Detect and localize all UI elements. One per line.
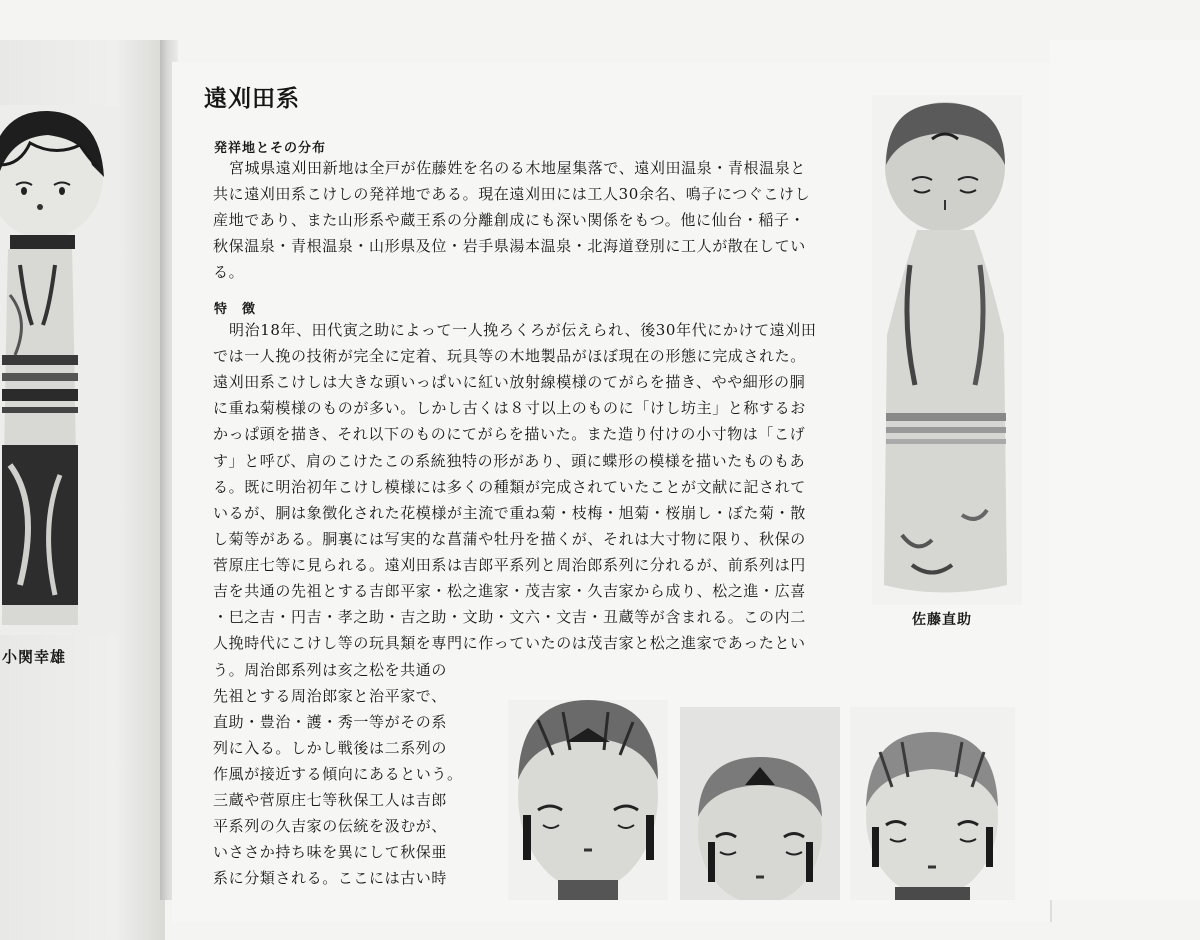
text-line-short: いささか持ち味を異にして秋保亜 <box>213 843 448 861</box>
text-line-short: 直助・豊治・護・秀一等がその系 <box>213 713 448 731</box>
bottom-photo-3 <box>850 707 1015 900</box>
text-line-short: 系に分類される。ここには古い時 <box>213 869 448 887</box>
text-line-short: 作風が接近する傾向にあるという。 <box>213 765 463 783</box>
kokeshi-head-2 <box>680 707 840 900</box>
text-line: す」と呼び、肩のこけたこの系統独特の形があり、頭に蝶形の模様を描いたものもあ <box>213 452 806 470</box>
text-line: し菊等がある。胴裏には写実的な菖蒲や牡丹を描くが、それは大寸物に限り、秋保の <box>213 530 806 548</box>
text-line: 吉を共通の先祖とする吉郎平家・松之進家・茂吉家・久吉家から成り、松之進・広喜 <box>213 582 806 600</box>
left-kokeshi-photo <box>0 105 120 635</box>
text-line: 秋保温泉・青根温泉・山形県及位・岩手県湯本温泉・北海道登別に工人が散在してい <box>213 237 806 255</box>
text-line: 共に遠刈田系こけしの発祥地である。現在遠刈田には工人30余名、鳴子につぐこけし <box>213 185 811 203</box>
kokeshi-head-3 <box>850 707 1015 900</box>
text-line-short: 平系列の久吉家の伝統を汲むが、 <box>213 817 448 835</box>
text-line: では一人挽の技術が完全に定着、玩具等の木地製品がほぼ現在の形態に完成された。 <box>213 347 806 365</box>
text-line: 産地であり、また山形系や蔵王系の分離創成にも深い関係をもつ。他に仙台・稲子・ <box>213 211 806 229</box>
text-line-short: う。周治郎系列は亥之松を共通の <box>213 661 448 679</box>
page-edge <box>1050 40 1200 900</box>
left-photo-caption: 小関幸雄 <box>2 648 67 666</box>
text-line: に重ね菊模様のものが多い。しかし古くは８寸以上のものに「けし坊主」と称するお <box>213 399 806 417</box>
heading-features: 特 徴 <box>214 302 257 317</box>
right-photo-caption: 佐藤直助 <box>912 612 972 628</box>
right-kokeshi-photo <box>872 95 1022 605</box>
text-line: ・巳之吉・円吉・孝之助・吉之助・文助・文六・文吉・丑蔵等が含まれる。この内二 <box>213 608 806 626</box>
bottom-photo-2 <box>680 707 840 900</box>
text-line: 宮城県遠刈田新地は全戸が佐藤姓を名のる木地屋集落で、遠刈田温泉・青根温泉と <box>229 159 806 177</box>
text-line: かっぱ頭を描き、それ以下のものにてがらを描いた。また造り付けの小寸物は「こげ <box>213 425 806 443</box>
kokeshi-head-1 <box>508 700 668 900</box>
text-line: いるが、胴は象徴化された花模様が主流で重ね菊・枝梅・旭菊・桜崩し・ぼた菊・散 <box>213 504 806 522</box>
text-line-short: 列に入る。しかし戦後は二系列の <box>213 739 448 757</box>
bottom-photo-1 <box>508 700 668 900</box>
text-line-short: 先祖とする周治郎家と治平家で、 <box>213 687 447 705</box>
text-line: 人挽時代にこけし等の玩具類を専門に作っていたのは茂吉家と松之進家であったとい <box>213 634 806 652</box>
text-line: る。既に明治初年こけし模様には多くの種類が完成されていたことが文献に記されて <box>213 478 806 496</box>
text-line: 明治18年、田代寅之助によって一人挽ろくろが伝えられ、後30年代にかけて遠刈田 <box>229 321 817 339</box>
text-line-short: 三蔵や菅原庄七等秋保工人は吉郎 <box>213 791 448 809</box>
heading-origin: 発祥地とその分布 <box>214 141 327 156</box>
text-line: る。 <box>213 263 245 281</box>
text-line: 遠刈田系こけしは大きな頭いっぱいに紅い放射線模様のてがらを描き、やや細形の胴 <box>213 373 806 391</box>
section-title: 遠刈田系 <box>204 86 300 112</box>
text-line: 菅原庄七等に見られる。遠刈田系は吉郎平系列と周治郎系列に分れるが、前系列は円 <box>213 556 806 574</box>
